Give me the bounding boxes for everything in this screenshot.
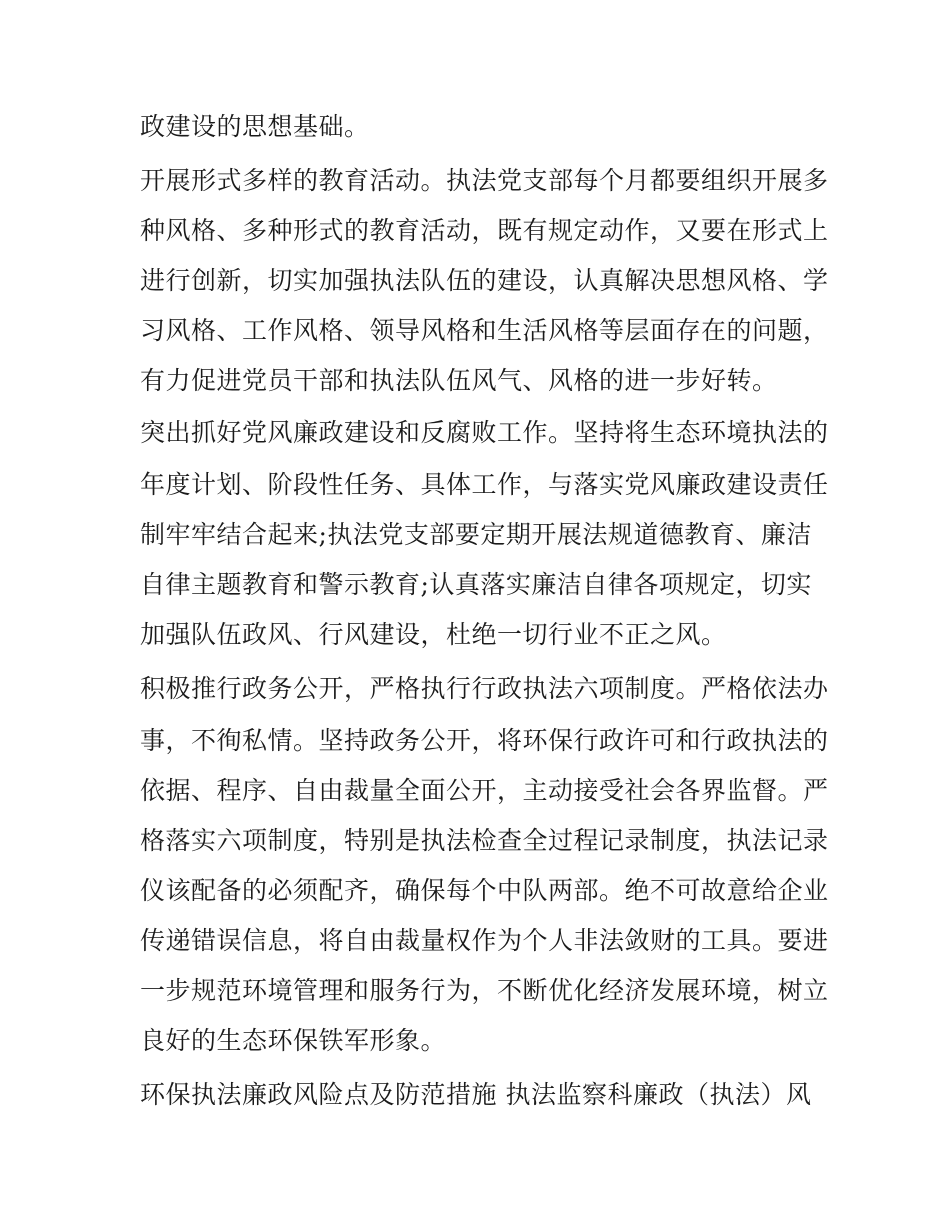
text-line: 习风格、工作风格、领导风格和生活风格等层面存在的问题， <box>140 316 829 345</box>
text-line: 政建设的思想基础。 <box>140 112 370 141</box>
text-line: 开展形式多样的教育活动。执法党支部每个月都要组织开展多 <box>140 166 829 195</box>
text-line: 加强队伍政风、行风建设，杜绝一切行业不正之风。 <box>140 620 727 649</box>
text-line: 事，不徇私情。坚持政务公开，将环保行政许可和行政执法的 <box>140 726 829 755</box>
text-line: 依据、程序、自由裁量全面公开，主动接受社会各界监督。严 <box>140 776 829 805</box>
text-line: 进行创新，切实加强执法队伍的建设，认真解决思想风格、学 <box>140 266 829 295</box>
text-line: 良好的生态环保铁军形象。 <box>140 1026 447 1055</box>
text-line: 有力促进党员干部和执法队伍风气、风格的进一步好转。 <box>140 366 778 395</box>
text-line: 仪该配备的必须配齐，确保每个中队两部。绝不可故意给企业 <box>140 876 829 905</box>
text-line: 一步规范环境管理和服务行为，不断优化经济发展环境，树立 <box>140 976 829 1005</box>
text-line: 自律主题教育和警示教育;认真落实廉洁自律各项规定，切实 <box>140 570 812 599</box>
text-line: 突出抓好党风廉政建设和反腐败工作。坚持将生态环境执法的 <box>140 418 829 447</box>
text-line: 种风格、多种形式的教育活动，既有规定动作，又要在形式上 <box>140 216 829 245</box>
text-line: 传递错误信息，将自由裁量权作为个人非法敛财的工具。要进 <box>140 926 829 955</box>
text-line: 积极推行政务公开，严格执行行政执法六项制度。严格依法办 <box>140 674 829 703</box>
text-line: 格落实六项制度，特别是执法检查全过程记录制度，执法记录 <box>140 826 829 855</box>
text-line: 制牢牢结合起来;执法党支部要定期开展法规道德教育、廉洁 <box>140 520 812 549</box>
text-line: 年度计划、阶段性任务、具体工作，与落实党风廉政建设责任 <box>140 470 829 499</box>
text-line: 环保执法廉政风险点及防范措施 执法监察科廉政（执法）风 <box>140 1080 812 1109</box>
